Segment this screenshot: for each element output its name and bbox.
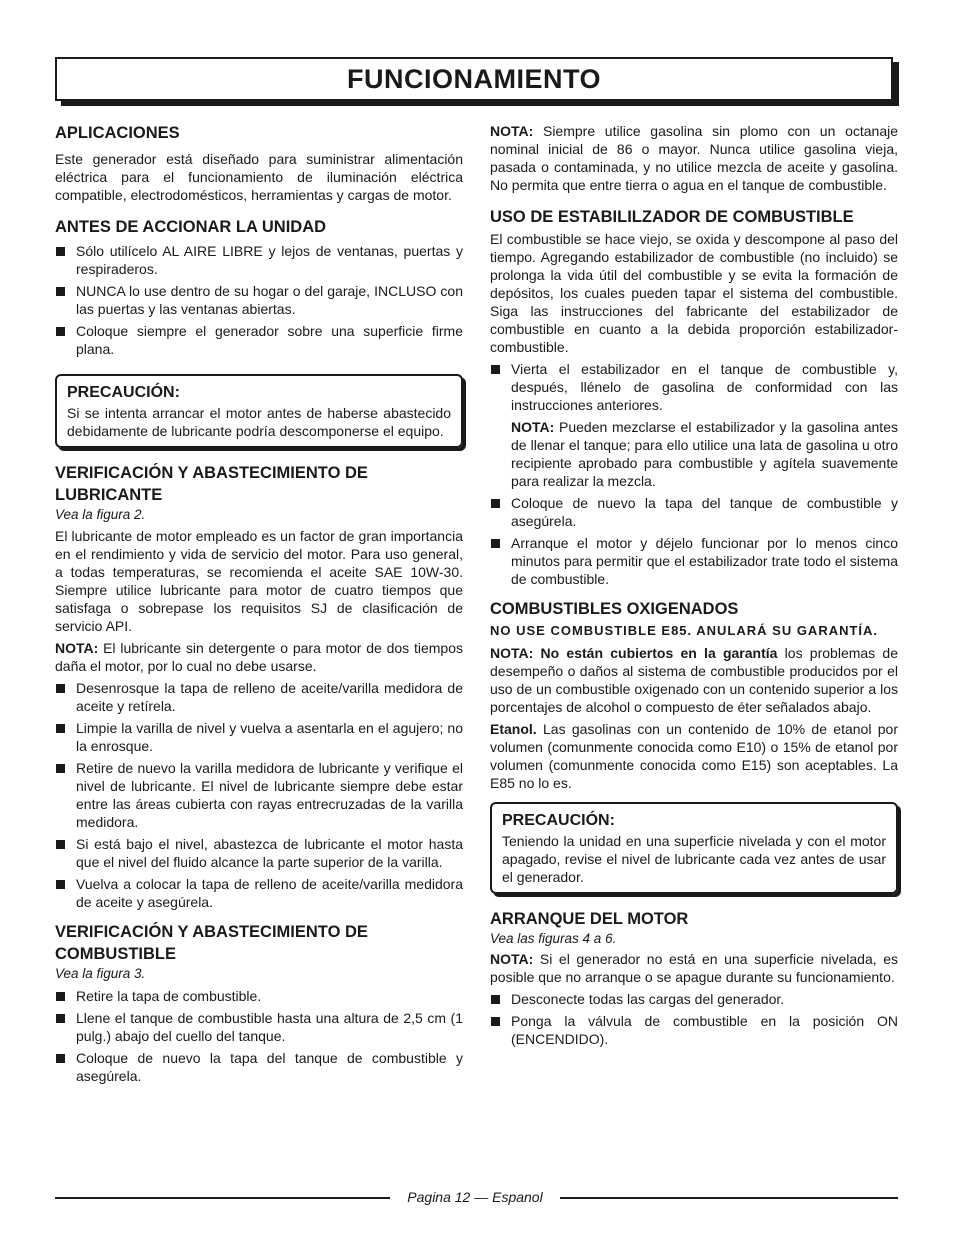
heading-antes: ANTES DE ACCIONAR LA UNIDAD	[55, 218, 327, 236]
note-arranque	[490, 950, 898, 986]
list-item: Sólo utilícelo AL AIRE LIBRE y lejos de ventanas, puertas y respiraderos.	[55, 242, 463, 278]
list-item: Retire la tapa de combustible.	[55, 987, 463, 1005]
footer-rule-right	[560, 1197, 898, 1199]
figure-ref: Vea la figura 2.	[55, 507, 146, 522]
page-title: FUNCIONAMIENTO	[347, 63, 601, 94]
list-antes	[55, 242, 463, 358]
caution-heading: PRECAUCIÓN:	[67, 384, 180, 401]
note-text: los problemas de desempeño o daños al sistema de combustible producidos por el uso de un combustible oxigenado con un contenido superior a los porcentajes de alcohol o compuesto de éter señalados abajo.	[490, 645, 898, 715]
note-gasolina	[490, 122, 898, 194]
list-item: Llene el tanque de combustible hasta una altura de 2,5 cm (1 pulg.) abajo del cuello del tanque.	[55, 1009, 463, 1045]
heading-aplicaciones: APLICACIONES	[55, 124, 180, 142]
note-text: Siempre utilice gasolina sin plomo con un octanaje nominal inicial de 86 o mayor. Nunca utilice gasolina vieja, pasada o contaminada, y no utilice mezcla de aceite y gasolina. No permita que entre tierra o agua en el tanque de combustible.	[490, 123, 898, 193]
list-item: Vuelva a colocar la tapa de relleno de aceite/varilla medidora de aceite y asegúrela.	[55, 875, 463, 911]
list-item: Si está bajo el nivel, abastezca de lubricante el motor hasta que el nivel del fluido alcance la parte superior de la varilla.	[55, 835, 463, 871]
text-lubricante: El lubricante de motor empleado es un factor de gran importancia en el rendimiento y vida de servicio del motor. Para uso general, a todas temperaturas, se recomienda el aceite SAE 10W-30. Siempre utilice lubricante para motor de cuatro tiempos que satisfaga o sobrepase los requisitos SJ de clasificación de servicio API.	[55, 528, 463, 634]
heading-combustible: VERIFICACIÓN Y ABASTECIMIENTO DE COMBUSTIBLE	[55, 923, 368, 963]
caution-text: Teniendo la unidad en una superficie nivelada y con el motor apagado, revise el nivel de lubricante cada vez antes de usar el generador.	[502, 833, 886, 885]
text-etanol	[490, 720, 898, 792]
page-footer: Pagina 12 — Espanol	[407, 1189, 543, 1205]
note-oxigenados	[490, 644, 898, 716]
list-item: Limpie la varilla de nivel y vuelva a asentarla en el agujero; no la enrosque.	[55, 719, 463, 755]
note-label: NOTA:	[511, 419, 555, 435]
list-combustible	[55, 987, 463, 1085]
right-column	[490, 122, 898, 1048]
text-aplicaciones: Este generador está diseñado para suministrar alimentación eléctrica para el funcionamiento de iluminación eléctrica compatible, electrodomésticos, herramientas y cargas de motor.	[55, 151, 463, 203]
list-estabilizador-2	[490, 494, 898, 588]
list-item: Coloque de nuevo la tapa del tanque de combustible y asegúrela.	[55, 1049, 463, 1085]
note-label: NOTA: No están cubiertos en la garantía	[490, 645, 778, 661]
text-estabilizador: El combustible se hace viejo, se oxida y descompone al paso del tiempo. Agregando estabilizador de combustible (no incluido) se prolonga la vida útil del combustible y se evita la formación de depósitos, los cuales pueden tapar el sistema del combustible. Siga las instrucciones del fabricante del estabilizador de combustible en cuanto a la debida proporción estabilizador-combustible.	[490, 231, 898, 355]
list-arranque	[490, 990, 898, 1048]
list-item: Coloque de nuevo la tapa del tanque de combustible y asegúrela.	[490, 494, 898, 530]
note-lubricante	[55, 639, 463, 675]
sub-note-estabilizador	[511, 418, 898, 490]
figure-ref: Vea las figuras 4 a 6.	[490, 931, 617, 946]
left-column	[55, 122, 463, 1085]
note-label: NOTA:	[490, 123, 534, 139]
note-text: El lubricante sin detergente o para motor de dos tiempos daña el motor, por lo cual no debe usarse.	[55, 640, 463, 674]
footer-rule-left	[55, 1197, 390, 1199]
caution-box-1	[55, 374, 463, 448]
list-item: Coloque siempre el generador sobre una superficie firme plana.	[55, 322, 463, 358]
list-item: Ponga la válvula de combustible en la posición ON (ENCENDIDO).	[490, 1012, 898, 1048]
caution-heading: PRECAUCIÓN:	[502, 812, 615, 829]
list-item: Desenrosque la tapa de relleno de aceite/varilla medidora de aceite y retírela.	[55, 679, 463, 715]
heading-oxigenados: COMBUSTIBLES OXIGENADOS	[490, 600, 739, 618]
list-lubricante	[55, 679, 463, 911]
list-estabilizador	[490, 360, 898, 414]
list-item: Arranque el motor y déjelo funcionar por lo menos cinco minutos para permitir que el estabilizador trate todo el sistema de combustible.	[490, 534, 898, 588]
caution-text: Si se intenta arrancar el motor antes de haberse abastecido debidamente de lubricante podría descomponerse el equipo.	[67, 405, 451, 439]
note-label: NOTA:	[55, 640, 99, 656]
list-item: Retire de nuevo la varilla medidora de lubricante y verifique el nivel de lubricante. El nivel de lubricante siempre debe estar entre las áreas cubierta con rayas entrecruzadas de la varilla medidora.	[55, 759, 463, 831]
list-item: Vierta el estabilizador en el tanque de combustible y, después, llénelo de gasolina de conformidad con las instrucciones anteriores.	[490, 360, 898, 414]
etanol-label: Etanol.	[490, 721, 537, 737]
figure-ref: Vea la figura 3.	[55, 966, 146, 981]
heading-lubricante: VERIFICACIÓN Y ABASTECIMIENTO DE LUBRICANTE	[55, 464, 368, 504]
heading-estabilizador: USO DE ESTABILILZADOR DE COMBUSTIBLE	[490, 208, 854, 226]
heading-arranque: ARRANQUE DEL MOTOR	[490, 910, 689, 928]
warning-e85: NO USE COMBUSTIBLE E85. ANULARÁ SU GARANTÍA.	[490, 623, 879, 638]
note-text: Pueden mezclarse el estabilizador y la gasolina antes de llenar el tanque; para ello utilice una lata de gasolina u otro recipiente aprobado para combustible y agítela suavemente para realizar la mezcla.	[511, 419, 898, 489]
list-item: Desconecte todas las cargas del generador.	[490, 990, 898, 1008]
note-label: NOTA:	[490, 951, 534, 967]
caution-box-2	[490, 802, 898, 894]
list-item: NUNCA lo use dentro de su hogar o del garaje, INCLUSO con las puertas y las ventanas abiertas.	[55, 282, 463, 318]
note-text: Si el generador no está en una superficie nivelada, es posible que no arranque o se apague durante su funcionamiento.	[490, 951, 898, 985]
etanol-text: Las gasolinas con un contenido de 10% de etanol por volumen (comunmente conocida como E10) o 15% de etanol por volumen (comunmente conocida como E15) son aceptables. La E85 no lo es.	[490, 721, 898, 791]
title-box	[55, 57, 893, 101]
